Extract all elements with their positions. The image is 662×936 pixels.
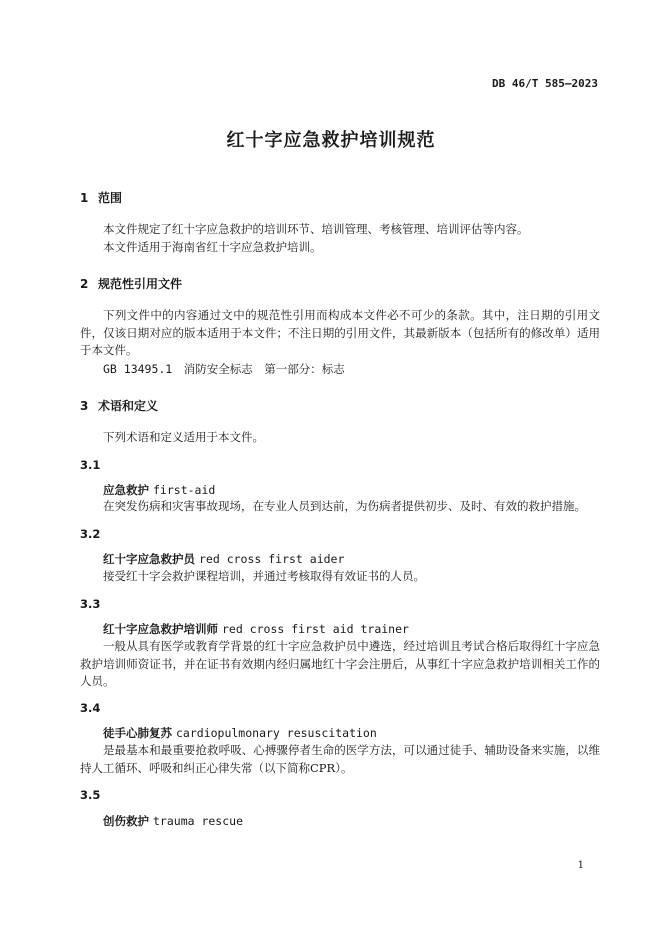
- term-definition: 在突发伤病和灾害事故现场，在专业人员到达前，为伤病者提供初步、及时、有效的救护措施。: [103, 499, 586, 513]
- section-title: 规范性引用文件: [98, 277, 183, 291]
- paragraph: 下列文件中的内容通过文中的规范性引用而构成本文件必不可少的条款。其中，注日期的引用文件，仅该日期对应的版本适用于本文件；不注日期的引用文件，其最新版本（包括所有的修改单）适用于本文件。: [80, 308, 600, 357]
- term-zh: 应急救护: [103, 483, 149, 497]
- subclause-number: 3.1: [80, 458, 101, 472]
- term-zh: 徒手心肺复苏: [103, 726, 172, 740]
- term-definition: 接受红十字会救护课程培训，并通过考核取得有效证书的人员。: [103, 569, 425, 583]
- document-code: DB 46/T 585—2023: [492, 77, 598, 90]
- paragraph: 下列术语和定义适用于本文件。: [103, 430, 264, 444]
- term-en: cardiopulmonary resuscitation: [176, 726, 377, 740]
- reference-item: GB 13495.1 消防安全标志 第一部分：标志: [103, 362, 345, 376]
- subclause-number: 3.4: [80, 701, 101, 715]
- section-number: 1: [80, 191, 89, 205]
- term-zh: 红十字应急救护培训师: [103, 622, 218, 636]
- term-zh: 红十字应急救护员: [103, 552, 195, 566]
- term-entry: [103, 482, 215, 498]
- term-en: trauma rescue: [153, 814, 244, 828]
- subclause-number: 3.2: [80, 527, 101, 541]
- section-title: 范围: [98, 191, 123, 205]
- section-heading-scope: [80, 189, 122, 206]
- subclause-number: 3.5: [80, 788, 101, 802]
- page-number: 1: [577, 860, 584, 871]
- term-entry: [103, 813, 243, 829]
- section-heading-normative-references: [80, 275, 182, 292]
- term-en: red cross first aid trainer: [222, 622, 409, 636]
- section-number: 2: [80, 277, 89, 291]
- term-en: red cross first aider: [199, 552, 345, 566]
- term-entry: [103, 621, 409, 637]
- term-zh: 创伤救护: [103, 814, 149, 828]
- term-entry: [103, 725, 377, 741]
- section-heading-terms-definitions: [80, 397, 158, 414]
- subclause-number: 3.3: [80, 597, 101, 611]
- paragraph: 本文件适用于海南省红十字应急救护培训。: [103, 240, 322, 254]
- section-number: 3: [80, 399, 89, 413]
- document-title: 红十字应急救护培训规范: [226, 130, 436, 151]
- term-en: first-aid: [153, 483, 216, 497]
- term-definition: 一般从具有医学或教育学背景的红十字应急救护员中遴选，经过培训且考试合格后取得红十字应急救护培训师资证书，并在证书有效期内经归属地红十字会注册后，从事红十字应急救护培训相关工作的人员。: [80, 639, 600, 688]
- section-title: 术语和定义: [98, 399, 159, 413]
- term-entry: [103, 551, 344, 567]
- term-definition: 是最基本和最重要抢救呼吸、心搏骤停者生命的医学方法，可以通过徒手、辅助设备来实施，以维持人工循环、呼吸和纠正心律失常（以下简称CPR）。: [80, 743, 600, 775]
- paragraph: 本文件规定了红十字应急救护的培训环节、培训管理、考核管理、培训评估等内容。: [103, 222, 529, 236]
